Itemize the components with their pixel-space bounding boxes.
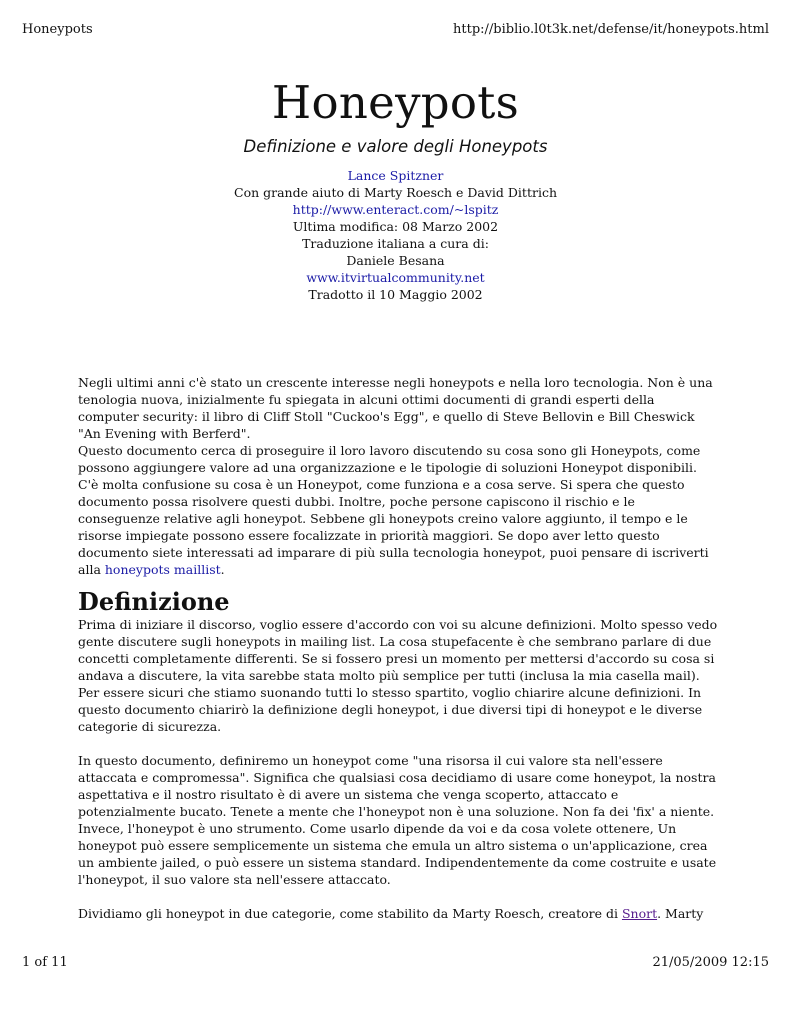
intro-paragraph-2: Questo documento cerca di proseguire il loro lavoro discutendo su cosa sono gli Honeypots, come possono aggiungere valore ad una organizzazione e le tipologie di soluzioni Honeypot disponibili. <box>78 443 701 475</box>
translator-url-link[interactable]: www.itvirtualcommunity.net <box>306 270 485 285</box>
definizione-paragraph-1: Prima di iniziare il discorso, voglio essere d'accordo con voi su alcune definizioni. Molto spesso vedo gente discutere sugli honeypots in mailing list. La cosa stupefacente è che sembrano parlare di due concetti completamente differenti. Se si fossero presi un momento per mettersi d'accordo su cosa si andava a discutere, la vita sarebbe stata molto più semplice per tutti (inclusa la mia casella mail). Per essere sicuri che stiamo suonando tutti lo stesso spartito, voglio chiarire alcune definizioni. In questo documento chiarirò la definizione degli honeypot, i due diversi tipi di honeypot e le diverse categorie di sicurezza. <box>78 617 718 734</box>
intro-paragraph-3-end: . <box>220 562 225 577</box>
translated-date: Tradotto il 10 Maggio 2002 <box>308 287 483 302</box>
honeypots-maillist-link[interactable]: honeypots maillist <box>104 562 221 577</box>
document-title: Honeypots <box>271 76 520 129</box>
definizione-paragraph-3-end: . Marty <box>657 906 704 921</box>
author-link[interactable]: Lance Spitzner <box>347 168 444 183</box>
intro-paragraph-3 <box>78 476 718 578</box>
print-timestamp: 21/05/2009 12:15 <box>652 955 769 970</box>
page-counter: 1 of 11 <box>22 955 68 970</box>
translation-label: Traduzione italiana a cura di: <box>302 236 489 251</box>
definizione-paragraph-2: In questo documento, definiremo un honeypot come "una risorsa il cui valore sta nell'essere attaccata e compromessa". Significa che qualsiasi cosa decidiamo di usare come honeypot, la nostra aspettativa e il nostro risultato è di avere un sistema che venga scoperto, attaccato e potenzialmente bucato. Tenete a mente che l'honeypot non è una soluzione. Non fa dei 'fix' a niente. Invece, l'honeypot è uno strumento. Come usarlo dipende da voi e da cosa volete ottenere, Un honeypot può essere semplicemente un sistema che emula un altro sistema o un'applicazione, crea un ambiente jailed, o può essere un sistema standard. Indipendentemente da come costruite e usate l'honeypot, il suo valore sta nell'essere attaccato. <box>78 753 717 887</box>
definizione-paragraph-3-text: Dividiamo gli honeypot in due categorie, come stabilito da Marty Roesch, creatore di <box>78 906 622 921</box>
intro-paragraph-3-text: C'è molta confusione su cosa è un Honeypot, come funziona e a cosa serve. Si spera che questo documento possa risolvere questi dubbi. Inoltre, poche persone capiscono il rischio e le conseguenze relative agli honeypot. Sebbene gli honeypots creino valore aggiunto, il tempo e le risorse impiegate possono essere focalizzate in priorità maggiori. Se dopo aver letto questo documento siete interessati ad imparare di più sulla tecnologia honeypot, puoi pensare di iscriverti alla <box>78 477 709 577</box>
last-modified: Ultima modifica: 08 Marzo 2002 <box>292 219 499 234</box>
section-heading-definizione: Definizione <box>78 587 230 616</box>
definizione-paragraph-3 <box>78 905 718 922</box>
main-content <box>78 374 718 922</box>
translator-name: Daniele Besana <box>346 253 445 268</box>
snort-link[interactable]: Snort <box>621 906 658 921</box>
thanks-line: Con grande aiuto di Marty Roesch e David Dittrich <box>234 185 557 200</box>
document-subtitle: Definizione e valore degli Honeypots <box>243 137 548 156</box>
intro-paragraph-1: Negli ultimi anni c'è stato un crescente interesse negli honeypots e nella loro tecnologia. Non è una tenologia nuova, inizialmente fu spiegata in alcuni ottimi documenti di grandi esperti della computer security: il libro di Cliff Stoll "Cuckoo's Egg", e quello di Steve Bellovin e Bill Cheswick "An Evening with Berferd". <box>78 375 713 441</box>
title-block <box>0 72 791 303</box>
page-header-title: Honeypots <box>22 22 93 37</box>
author-url-link[interactable]: http://www.enteract.com/~lspitz <box>292 202 499 217</box>
page-header-url: http://biblio.l0t3k.net/defense/it/honeypots.html <box>453 22 769 37</box>
